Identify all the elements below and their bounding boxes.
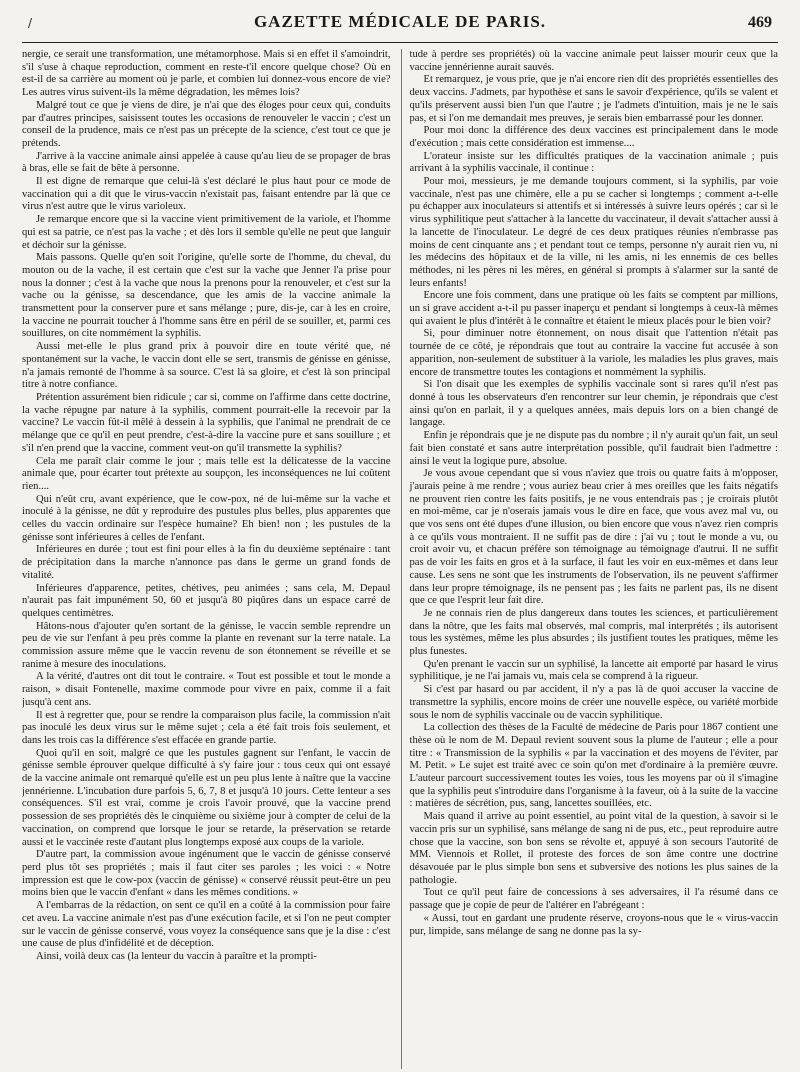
paragraph: Je vous avoue cependant que si vous n'aviez que trois ou quatre faits à m'opposer, j'aurais peine à me rendre ; vous auriez beau crier à mes oreilles que les faits négatifs ne prouvent rien contre les faits positifs, je ne vous entendrais pas ; je croirais plutôt en moi-même, car je n'oserais jamais vous le dire en face, que vous avez mal vu, ou que vos sens ont été dupes d'une illusion, ou bien encore que vous n'avez rien compris à ce qu'ils vous montraient. Il ne suffit pas de dire : j'ai vu ; tout le monde a vu, ou croit avoir vu, et chacun préfère son témoignage au témoignage d'autrui. Il ne suffit pas de voir les faits en gros et à la surface, il faut les voir en eux-mêmes et dans leur cause. Les sens ne sont que les instruments de l'observation, ils ne peuvent s'affirmer dans leur propre témoignage, ils ne pensent pas ; les faits ne parlent pas, ils ne disent que ce que l'esprit leur fait dire. xyxy=(409,468,778,607)
paragraph: Pour moi, messieurs, je me demande toujours comment, si la syphilis, par voie vaccinale, n'est pas une chimère, elle a pu se cacher si longtemps ; comment a-t-elle pu échapper aux inoculateurs si attentifs et si intéressés à suivre leurs opérés ; car si le virus syphilitique peut s'attacher à la lancette du vaccinateur, il devait s'attacher aussi à la lancette de l'inoculateur. Le degré de ces deux pratiques réunies n'embrasse pas moins de cent cinquante ans ; et pendant tout ce temps, personne n'y aurait rien vu, ni les médecins des hôpitaux et de la ville, ni les amis, ni les ennemis de ces belles méthodes, ni les pères ni les mères, en général si prompts à s'alarmer sur la santé de leurs enfants! xyxy=(409,176,778,289)
paragraph: Inférieures en durée ; tout est fini pour elles à la fin du deuxième septénaire : tant de précipitation dans la marche n'annonce pas dans le germe un grand fonds de vitalité. xyxy=(22,544,391,581)
paragraph: Qui n'eût cru, avant expérience, que le cow-pox, né de lui-même sur la vache et inoculé à la génisse, ne dût y reproduire des pustules plus belles, plus apparentes que celles du vaccin ordinaire sur l'espèce humaine? Eh bien! non ; les pustules de la génisse sont inférieures à celles de l'enfant. xyxy=(22,493,391,543)
paragraph: Si c'est par hasard ou par accident, il n'y a pas là de quoi accuser la vaccine de transmettre la syphilis, encore moins de créer une nouvelle espèce, ou variété morbide sous le nom de syphilis vaccinale ou de vaccin syphilitique. xyxy=(409,684,778,721)
paragraph: Aussi met-elle le plus grand prix à pouvoir dire en toute vérité que, né spontanément sur la vache, le vaccin dont elle se sert, transmis de génisse en génisse, n'a jamais remonté de l'homme à sa source. C'est là sa gloire, et c'est là son principal titre à notre confiance. xyxy=(22,341,391,391)
paragraph: Et remarquez, je vous prie, que je n'ai encore rien dit des propriétés essentielles des deux vaccins. J'admets, par hypothèse et sans le savoir d'expérience, qu'ils se valent et qu'ils préservent aussi bien l'un que l'autre ; je l'admets d'intuition, mais je ne le sais pas, et si l'on me demandait mes preuves, je serais bien embarrassé pour les donner. xyxy=(409,74,778,124)
paragraph: Tout ce qu'il peut faire de concessions à ses adversaires, il l'a résumé dans ce passage que je copie de peur de l'altérer en l'abrégeant : xyxy=(409,887,778,912)
paragraph: Quoi qu'il en soit, malgré ce que les pustules gagnent sur l'enfant, le vaccin de génisse semble éprouver quelque difficulté à s'y faire jour : tous ceux qui ont essayé de la vaccine animale ont remarqué qu'elle est un peu plus lente à naître que la vaccine jennérienne. L'incubation dure parfois 5, 6, 7, 8 et jusqu'à 10 jours. Cette lenteur a ses conséquences. S'il est vrai, comme je crois l'avoir prouvé, que la vaccine prend possession de ses propriétés dès le cinquième ou sixième jour à compter de celui de la vaccination, on comprend que lorsque le jour se retarde, la préservation se retarde aussi et le vaccinée reste d'autant plus longtemps exposé aux coups de la variole. xyxy=(22,747,391,848)
paragraph: La collection des thèses de la Faculté de médecine de Paris pour 1867 contient une thèse où le nom de M. Depaul revient souvent sous la plume de l'auteur ; elle a pour titre : « Transmission de la syphilis « par la vaccination et des moyens de l'éviter, par M. Petit. » Le sujet est traité avec ce soin qu'on met d'ordinaire à la première œuvre. L'auteur parcourt successivement toutes les voies, tous les moyens par où il s'imagine que la syphilis peut s'introduire dans l'organisme à la faveur, où à la suite de la vaccine : matières de sécrétion, pus, sang, lancettes souillées, etc. xyxy=(409,722,778,810)
paragraph: Enfin je répondrais que je ne dispute pas du nombre ; il n'y aurait qu'un fait, un seul fait bien constaté et sans autre interprétation possible, qu'il faudrait bien l'admettre : ainsi le veut la logique pure, absolue. xyxy=(409,430,778,467)
paragraph: tude à perdre ses propriétés) où la vaccine animale peut laisser mourir ceux que la vaccine jennérienne aurait sauvés. xyxy=(409,49,778,73)
paragraph: Si, pour diminuer notre étonnement, on nous disait que l'attention n'était pas tournée de ce côté, je répondrais que tout au contraire la vaccine fut accusée à son apparition, non-seulement de substituer à la variole, les maladies les plus graves, mais encore de transmettre toutes les contagions et nommément la syphilis. xyxy=(409,328,778,378)
paragraph: Mais quand il arrive au point essentiel, au point vital de la question, à savoir si le vaccin pris sur un syphilisé, sans mélange de sang ni de pus, etc., peut reproduire autre chose que la vaccine, son bon sens se révolte et, appuyé à son secours l'autorité de MM. Viennois et Rollet, il proteste des forces de son âme contre une doctrine désavouée par le plus simple bon sens et subversive des notions les plus saines de la pathologie. xyxy=(409,811,778,886)
paragraph: A l'embarras de la rédaction, on sent ce qu'il en a coûté à la commission pour faire cet aveu. La vaccine animale n'est pas d'une exécution facile, et si l'on ne peut compter sur le vaccin de génisse conservé, vous voyez la conséquence sans que je la dise : c'est une cause de plus d'infidélité et de déception. xyxy=(22,900,391,950)
paragraph: Qu'en prenant le vaccin sur un syphilisé, la lancette ait emporté par hasard le virus syphilitique, je ne l'ai jamais vu, mais cela se comprend à la rigueur. xyxy=(409,658,778,683)
page-header xyxy=(22,12,778,43)
paragraph: Hâtons-nous d'ajouter qu'en sortant de la génisse, le vaccin semble reprendre un peu de vie sur l'enfant à peu près comme la plante en revenant sur la terre natale. La commission assure même que le vaccin revenu de son étonnement se réveille et se ranime à mesure des inoculations. xyxy=(22,620,391,670)
text-columns xyxy=(22,49,778,1069)
paragraph: Je ne connais rien de plus dangereux dans toutes les sciences, et particulièrement dans la nôtre, que les faits mal observés, mal compris, mal interprétés ; ils autorisent tous les systèmes, même les plus absurdes ; ils justifient toutes les pratiques, même les plus funestes. xyxy=(409,607,778,658)
paragraph: Prétention assurément bien ridicule ; car si, comme on l'affirme dans cette doctrine, la vache répugne par nature à la syphilis, comment pourrait-elle la recevoir par la vaccine? Le vaccin fût-il mêlé à dessein à la syphilis, que l'animal ne prendrait de ce mélange que ce qu'il en peut prendre, c'est-à-dire la vaccine pure et sans souillure ; et s'il n'en prend que la vaccine, comment veut-on qu'il transmette la syphilis? xyxy=(22,391,391,454)
paragraph: Si l'on disait que les exemples de syphilis vaccinale sont si rares qu'il n'est pas donné à tous les observateurs d'en rencontrer sur leur chemin, je répondrais que c'est ainsi qu'on en parlait, il y a quelques années, mais depuis lors on a bien changé de langage. xyxy=(409,379,778,429)
paragraph: J'arrive à la vaccine animale ainsi appelée à cause qu'au lieu de se propager de bras à bras, elle se fait de bête à personne. xyxy=(22,150,391,175)
right-column xyxy=(401,49,779,1069)
paragraph: Inférieures d'apparence, petites, chétives, peu animées ; sans cela, M. Depaul n'aurait pas fait impunément 50, 60 et jusqu'à 80 piqûres dans un espace carré de quelques centimètres. xyxy=(22,582,391,619)
paragraph: Il est à regretter que, pour se rendre la comparaison plus facile, la commission n'ait pas inoculé les deux virus sur le même sujet ; cela a été fait trois fois seulement, et dans les trois cas la différence s'est effacée en grande partie. xyxy=(22,709,391,746)
paragraph: Cela me paraît clair comme le jour ; mais telle est la délicatesse de la vaccine animale que, pour écarter tout prétexte au soupçon, les inconséquences ne lui coûtent rien.... xyxy=(22,455,391,492)
corner-mark: / xyxy=(28,16,33,30)
paragraph: Encore une fois comment, dans une pratique où les faits se comptent par millions, un si grave accident a-t-il pu passer inaperçu et pendant si longtemps à ceux-là mêmes qui avaient le plus d'intérêt à le connaître et étaient le mieux placés pour le bien voir? xyxy=(409,290,778,327)
paragraph: Je remarque encore que si la vaccine vient primitivement de la variole, et l'homme qui est sa patrie, ce n'est pas la vache ; et dès lors il semble qu'elle ne peut que languir et déchoir sur la génisse. xyxy=(22,214,391,251)
left-column xyxy=(22,49,391,1069)
journal-title: GAZETTE MÉDICALE DE PARIS. xyxy=(253,12,547,31)
paragraph: Malgré tout ce que je viens de dire, je n'ai que des éloges pour ceux qui, conduits par d'autres principes, saisissent toutes les occasions de renouveler le vaccin ; c'est un conseil de la prudence, mais ce n'est pas un précepte de la science, c'est tout ce que je prétends. xyxy=(22,99,391,149)
paragraph: D'autre part, la commission avoue ingénument que le vaccin de génisse conservé perd plus tôt ses propriétés ; mais il faut citer ses paroles ; les voici : « Notre impression est que le cow-pox (vaccin de génisse) « conservé réussit peut-être un peu moins bien que le vaccin d'enfant « dans les mêmes conditions. » xyxy=(22,849,391,899)
page-number: 469 xyxy=(747,14,772,31)
paragraph: Ainsi, voilà deux cas (la lenteur du vaccin à paraître et la prompti- xyxy=(36,950,317,962)
paragraph: Il est digne de remarque que celui-là s'est déclaré le plus haut pour ce mode de vaccination qui a dit que le virus-vaccin n'existait pas, faisant entendre par là que ce virus n'est autre que le virus varioleux. xyxy=(22,176,391,213)
paragraph: Mais passons. Quelle qu'en soit l'origine, qu'elle sorte de l'homme, du cheval, du mouton ou de la vache, il est certain que c'est sur la vache que Jenner l'a prise pour nous la donner ; c'est à la vache que nous la prenons pour la renouveler, et c'est sur la vache ou la génisse, sa descendance, que les amis de la vaccine animale la transmettent pour la conserver pure et sans mélange ; pure, dis-je, car à les en croire, la vaccine ne pourrait toucher à l'homme sans être en péril de se souiller, et, parmi ces souillures, on cite nommément la syphilis. xyxy=(22,252,391,340)
paragraph: A la vérité, d'autres ont dit tout le contraire. « Tout est possible et tout le monde a raison, » disait Fontenelle, maxime commode pour vivre en paix, comme il a fait jusqu'à cent ans. xyxy=(22,671,391,708)
paragraph: nergie, ce serait une transformation, une métamorphose. Mais si en effet il s'amoindrit, s'il s'use à chaque reproduction, comment en reste-t'il encore quelque chose? Où en est-il de sa carrière au moment où je parle, et combien lui donnez-vous encore de vie? Les autres virus suivent-ils la même dégradation, les mêmes lois? xyxy=(22,49,391,99)
paragraph: Pour moi donc la différence des deux vaccines est principalement dans le mode d'exécution ; mais cette considération est immense.... xyxy=(409,125,778,149)
paragraph: « Aussi, tout en gardant une prudente réserve, croyons-nous que le « virus-vaccin pur, limpide, sans mélange de sang ne donne pas la sy- xyxy=(409,912,778,937)
paragraph: L'orateur insiste sur les difficultés pratiques de la vaccination animale ; puis arrivant à la syphilis vaccinale, il continue : xyxy=(409,150,778,175)
